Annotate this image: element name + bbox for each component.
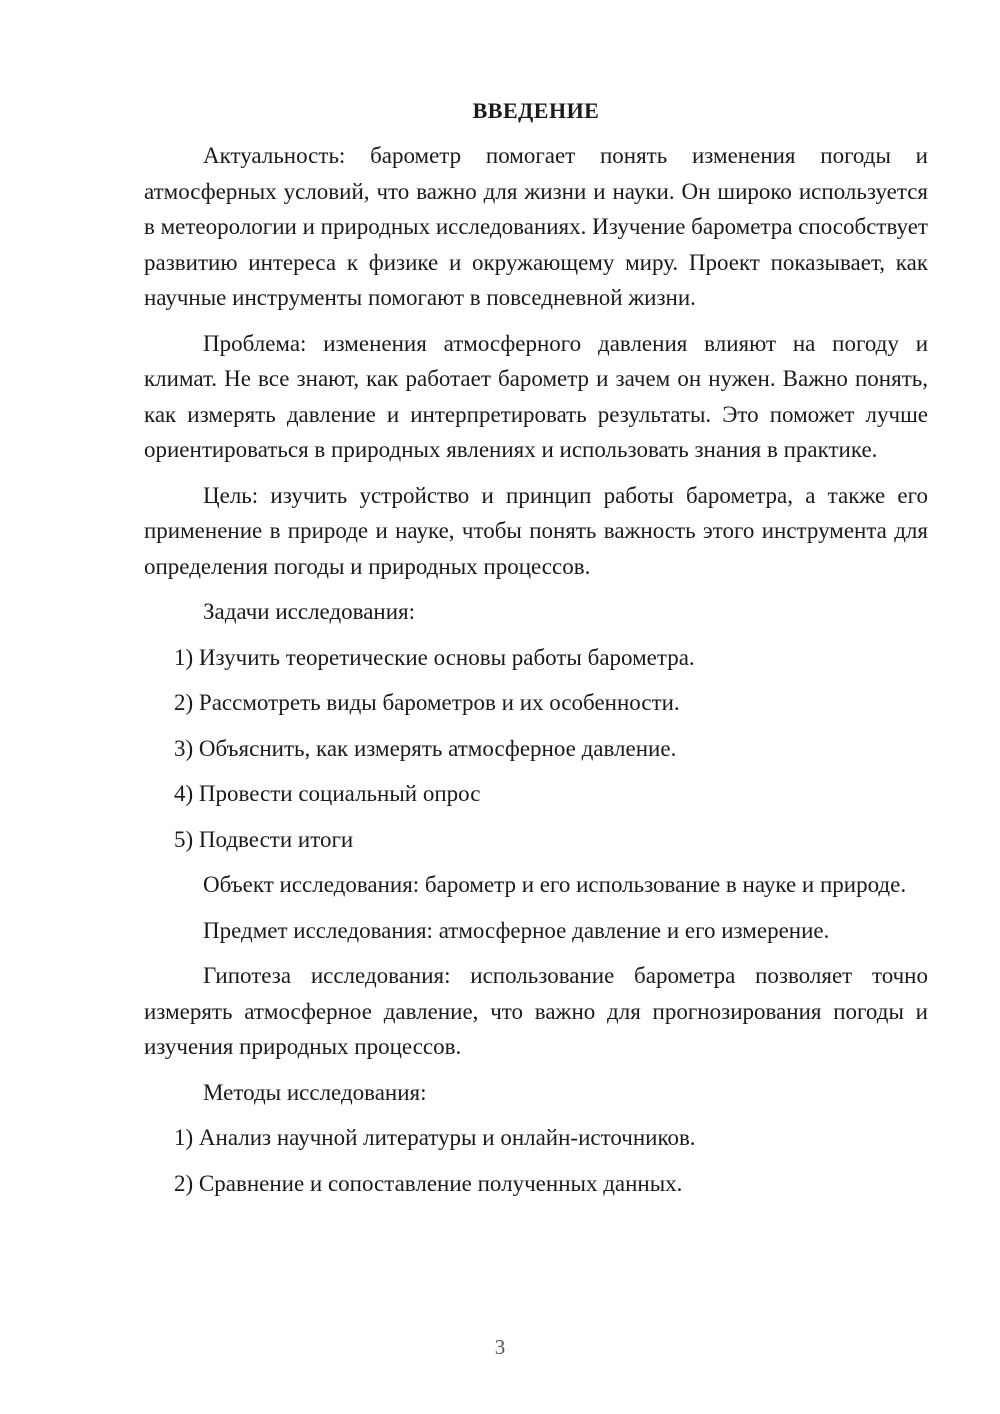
goal-paragraph: Цель: изучить устройство и принцип работы барометра, а также его применение в природе и науке, чтобы понять важность этого инструмента для определения погоды и природных процессов.: [144, 482, 928, 579]
task-item: 1) Изучить теоретические основы работы барометра.: [174, 644, 695, 670]
tasks-label: Задачи исследования:: [203, 599, 416, 624]
task-item: 3) Объяснить, как измерять атмосферное давление.: [174, 735, 677, 761]
method-item: 1) Анализ научной литературы и онлайн-источников.: [174, 1125, 696, 1150]
task-item: 2) Рассмотреть виды барометров и их особенности.: [174, 690, 680, 715]
task-item: 4) Провести социальный опрос: [174, 781, 481, 806]
subject-paragraph: Предмет исследования: атмосферное давление и его измерение.: [203, 917, 830, 943]
document-page: [144, 94, 928, 1211]
hypothesis-paragraph: Гипотеза исследования: использование барометра позволяет точно измерять атмосферное давление, что важно для прогнозирования погоды и изучения природных процессов.: [144, 963, 928, 1059]
page-number: 3: [494, 1335, 506, 1359]
problem-paragraph: Проблема: изменения атмосферного давления влияют на погоду и климат. Не все знают, как работает барометр и зачем он нужен. Важно понять, как измерять давление и интерпретировать результаты. Это поможет лучше ориентироваться в природных явлениях и использовать знания в практике.: [144, 330, 928, 462]
methods-label: Методы исследования:: [203, 1079, 427, 1105]
task-item: 5) Подвести итоги: [174, 826, 354, 852]
section-heading: ВВЕДЕНИЕ: [472, 98, 600, 123]
relevance-paragraph: Актуальность: барометр помогает понять изменения погоды и атмосферных условий, что важно для жизни и науки. Он широко используется в метеорологии и природных исследованиях. Изучение барометра способствует развитию интереса к физике и окружающему миру. Проект показывает, как научные инструменты помогают в повседневной жизни.: [144, 143, 928, 310]
object-paragraph: Объект исследования: барометр и его использование в науке и природе.: [203, 872, 907, 897]
method-item: 2) Сравнение и сопоставление полученных данных.: [174, 1170, 683, 1196]
